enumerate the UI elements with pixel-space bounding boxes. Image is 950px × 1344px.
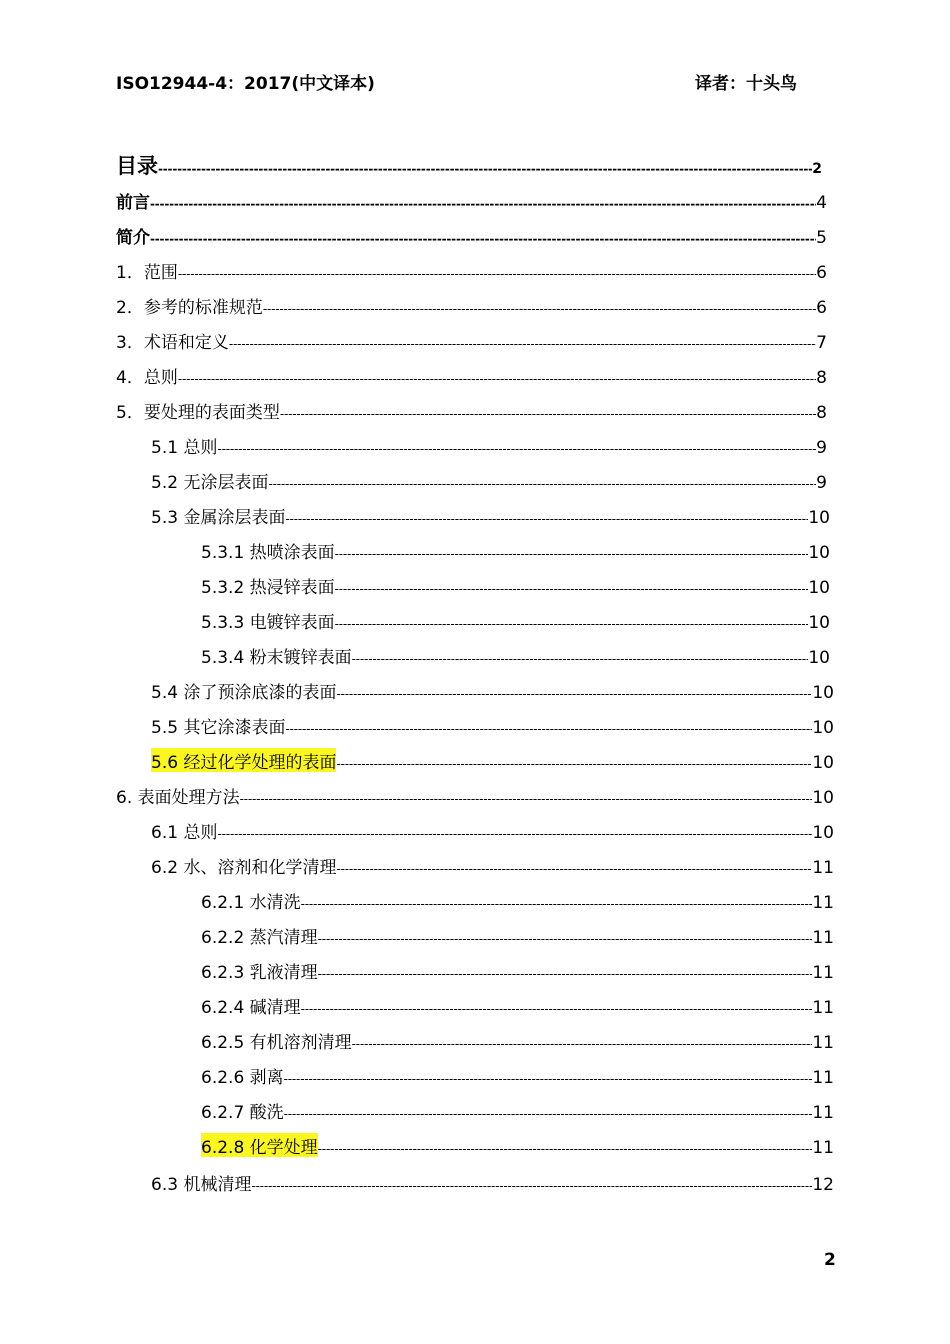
toc-entry-page: 10 — [808, 543, 830, 562]
toc-entry-title: 6.2.8 化学处理 — [201, 1133, 318, 1157]
toc-leader-dashes — [352, 1037, 813, 1051]
toc-entry[interactable] — [116, 293, 827, 317]
toc-entry-page: 4 — [816, 193, 827, 212]
toc-leader-dashes — [301, 1002, 813, 1016]
toc-entry-page: 6 — [816, 298, 827, 317]
toc-leader-dashes — [318, 1142, 813, 1156]
toc-entry-title: 6. 表面处理方法 — [116, 788, 240, 807]
toc-entry-title: 5.3 金属涂层表面 — [151, 508, 286, 527]
toc-leader-dashes — [285, 512, 808, 526]
toc-entry-title: 5.3.2 热浸锌表面 — [201, 578, 335, 597]
toc-entry-page: 9 — [816, 473, 827, 492]
toc-entry-title: 前言 — [116, 193, 150, 212]
toc-entry[interactable] — [116, 363, 827, 387]
toc-entry[interactable] — [116, 188, 827, 212]
toc-entry-title: 5.4 涂了预涂底漆的表面 — [151, 683, 337, 702]
toc-entry[interactable] — [201, 1028, 834, 1052]
toc-entry-page: 10 — [812, 788, 834, 807]
toc-entry[interactable] — [151, 503, 830, 527]
toc-entry-title: 5．要处理的表面类型 — [116, 403, 280, 422]
toc-leader-dashes — [263, 302, 816, 316]
toc-entry[interactable] — [116, 223, 827, 247]
toc-entry[interactable] — [201, 923, 834, 947]
toc-leader-dashes — [229, 337, 816, 351]
toc-entry[interactable] — [116, 783, 834, 807]
toc-leader-dashes — [150, 232, 816, 246]
toc-leader-dashes — [150, 197, 816, 211]
toc-entry-page: 11 — [812, 928, 834, 947]
toc-entry-title: 5.2 无涂层表面 — [151, 473, 269, 492]
toc-entry-page: 10 — [808, 613, 830, 632]
toc-leader-dashes — [178, 372, 816, 386]
toc-entry[interactable] — [201, 643, 830, 667]
toc-entry-page: 11 — [812, 1033, 834, 1052]
toc-entry[interactable] — [151, 818, 834, 842]
toc-entry[interactable] — [151, 853, 834, 877]
toc-leader-dashes — [251, 1179, 812, 1193]
toc-leader-dashes — [335, 617, 809, 631]
toc-entry-page: 9 — [816, 438, 827, 457]
toc-entry[interactable] — [201, 608, 830, 632]
toc-entry[interactable] — [151, 433, 827, 457]
toc-entry[interactable] — [201, 993, 834, 1017]
toc-entry-title: 6.2.5 有机溶剂清理 — [201, 1033, 352, 1052]
toc-entry-page: 11 — [812, 1103, 834, 1122]
toc-leader-dashes — [336, 757, 812, 771]
toc-leader-dashes — [336, 687, 812, 701]
toc-entry-page: 7 — [816, 333, 827, 352]
toc-entry-page: 10 — [812, 718, 834, 737]
toc-entry-page: 11 — [812, 963, 834, 982]
toc-entry-title: 5.5 其它涂漆表面 — [151, 718, 286, 737]
toc-entry-title: 目录 — [116, 154, 158, 178]
toc-entry-page: 11 — [812, 1138, 834, 1157]
toc-entry[interactable] — [151, 468, 827, 492]
toc-leader-dashes — [335, 547, 809, 561]
toc-entry[interactable] — [201, 1133, 834, 1157]
toc-entry-title: 1．范围 — [116, 263, 178, 282]
toc-entry-page: 5 — [816, 228, 827, 247]
toc-leader-dashes — [336, 862, 812, 876]
toc-leader-dashes — [318, 967, 813, 981]
toc-entry-title: 4．总则 — [116, 368, 178, 387]
toc-leader-dashes — [352, 652, 809, 666]
toc-entry-title: 5.1 总则 — [151, 438, 218, 457]
page-number: 2 — [824, 1250, 836, 1270]
toc-entry[interactable] — [116, 258, 827, 282]
toc-entry[interactable] — [201, 1063, 834, 1087]
toc-entry-title: 2．参考的标准规范 — [116, 298, 263, 317]
toc-entry-title: 6.2.1 水清洗 — [201, 893, 301, 912]
toc-entry-page: 11 — [812, 1068, 834, 1087]
toc-entry-page: 8 — [816, 368, 827, 387]
toc-entry[interactable] — [116, 328, 827, 352]
toc-entry[interactable] — [151, 713, 834, 737]
toc-entry-title: 6.2 水、溶剂和化学清理 — [151, 858, 337, 877]
toc-leader-dashes — [280, 407, 816, 421]
toc-entry-title: 5.3.4 粉末镀锌表面 — [201, 648, 352, 667]
toc-entry-title: 6.2.7 酸洗 — [201, 1103, 284, 1122]
toc-entry-page: 11 — [812, 893, 834, 912]
toc-entry[interactable] — [151, 678, 834, 702]
toc-leader-dashes — [240, 792, 813, 806]
toc-entry[interactable] — [116, 398, 827, 422]
header-translator: 译者：十头鸟 — [695, 74, 797, 94]
toc-leader-dashes — [178, 267, 816, 281]
toc-entry-title: 5.3.1 热喷涂表面 — [201, 543, 335, 562]
toc-entry-page: 11 — [812, 858, 834, 877]
toc-leader-dashes — [217, 827, 812, 841]
toc-entry[interactable] — [201, 958, 834, 982]
toc-entry[interactable] — [116, 150, 822, 178]
toc-entry-title: 6.2.3 乳液清理 — [201, 963, 318, 982]
toc-entry-title: 6.1 总则 — [151, 823, 218, 842]
toc-entry-page: 11 — [812, 998, 834, 1017]
toc-entry-page: 10 — [808, 648, 830, 667]
toc-entry-page: 2 — [812, 161, 822, 177]
toc-entry-page: 8 — [816, 403, 827, 422]
toc-entry-title: 6.2.2 蒸汽清理 — [201, 928, 318, 947]
toc-entry-title: 5.3.3 电镀锌表面 — [201, 613, 335, 632]
toc-leader-dashes — [335, 582, 809, 596]
toc-entry-title: 简介 — [116, 228, 150, 247]
toc-leader-dashes — [217, 442, 816, 456]
toc-entry[interactable] — [201, 888, 834, 912]
toc-entry-title: 5.6 经过化学处理的表面 — [151, 748, 336, 772]
toc-entry[interactable] — [151, 1170, 834, 1194]
toc-entry-title: 3．术语和定义 — [116, 333, 229, 352]
toc-entry-page: 10 — [812, 683, 834, 702]
toc-entry-title: 6.2.6 剥离 — [201, 1068, 284, 1087]
toc-leader-dashes — [285, 722, 812, 736]
toc-entry-page: 10 — [812, 823, 834, 842]
toc-entry[interactable] — [151, 748, 834, 772]
toc-entry-page: 10 — [808, 578, 830, 597]
toc-entry-title: 6.3 机械清理 — [151, 1175, 252, 1194]
toc-leader-dashes — [284, 1072, 813, 1086]
toc-entry-page: 6 — [816, 263, 827, 282]
header-document-title: ISO12944-4：2017(中文译本) — [116, 74, 375, 94]
toc-entry[interactable] — [201, 538, 830, 562]
toc-leader-dashes — [158, 162, 812, 176]
toc-entry-page: 12 — [812, 1175, 834, 1194]
toc-entry[interactable] — [201, 573, 830, 597]
toc-entry-page: 10 — [812, 753, 834, 772]
toc-leader-dashes — [301, 897, 813, 911]
toc-entry[interactable] — [201, 1098, 834, 1122]
toc-entry-title: 6.2.4 碱清理 — [201, 998, 301, 1017]
toc-leader-dashes — [318, 932, 813, 946]
toc-leader-dashes — [284, 1107, 813, 1121]
toc-leader-dashes — [268, 477, 816, 491]
toc-entry-page: 10 — [808, 508, 830, 527]
